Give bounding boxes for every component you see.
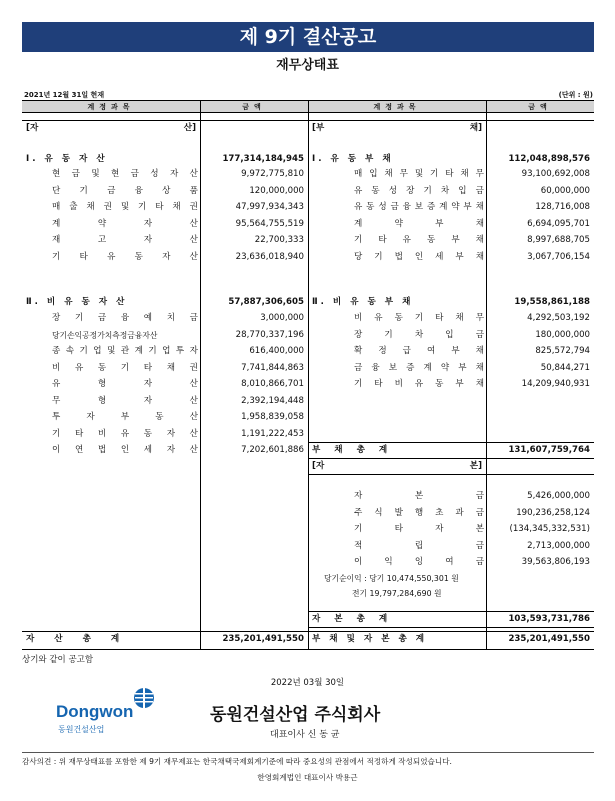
account-amount: 95,564,755,519 — [235, 218, 304, 229]
account-label: 비 유 동 기 타 채 무 — [354, 313, 484, 323]
account-amount: 8,010,866,701 — [241, 379, 304, 389]
logo-subtext: 동원건설산업 — [58, 725, 105, 734]
col-amount-left: 금액 — [242, 103, 266, 111]
current-liabilities-amount: 112,048,898,576 — [508, 154, 590, 164]
current-assets-label: Ⅰ. 유 동 자 산 — [26, 154, 108, 164]
account-label: 유 동 성 금 융 보 증 계 약 부 채 — [354, 202, 484, 212]
account-amount: 825,572,794 — [535, 346, 590, 356]
account-label: 기 타 유 동 자 산 — [52, 251, 198, 262]
account-amount: 2,713,000,000 — [527, 540, 590, 551]
divider — [22, 752, 594, 753]
total-equity-label: 자본총계 — [312, 614, 402, 624]
company-logo — [56, 686, 166, 736]
account-amount: 8,997,688,705 — [527, 235, 590, 245]
account-amount: 616,400,000 — [249, 346, 304, 356]
total-liabilities-amount: 131,607,759,764 — [508, 445, 590, 455]
account-label: 재 고 자 산 — [52, 235, 198, 245]
total-equity-amount: 103,593,731,786 — [508, 614, 590, 624]
account-amount: 128,716,008 — [535, 202, 590, 212]
col-account-left: 계정과목 — [87, 103, 135, 111]
account-label: 매 출 채 권 및 기 타 채 권 — [52, 202, 198, 212]
total-liabilities-label: 부채총계 — [312, 445, 402, 455]
equity-section-header: [ 자 본 ] — [312, 461, 482, 471]
current-liabilities-label: Ⅰ. 유 동 부 채 — [312, 154, 394, 164]
account-amount: 7,202,601,886 — [241, 445, 304, 455]
account-amount: 14,209,940,931 — [521, 379, 590, 389]
account-label: 투 자 부 동 산 — [52, 412, 198, 422]
account-label: 현 금 및 현 금 성 자 산 — [52, 169, 198, 179]
account-amount: 190,236,258,124 — [516, 507, 590, 518]
account-amount: 2,392,194,448 — [241, 395, 304, 406]
account-amount: 1,958,839,058 — [241, 412, 304, 422]
total-assets-text: 자산총계 — [26, 634, 140, 644]
noncurrent-assets-label: Ⅱ. 비 유 동 자 산 — [26, 297, 128, 307]
account-label: 금 융 보 증 계 약 부 채 — [354, 362, 484, 373]
account-amount: 93,100,692,008 — [521, 169, 590, 179]
account-label: 당 기 법 인 세 부 채 — [354, 251, 484, 262]
current-assets-amount: 177,314,184,945 — [222, 154, 304, 164]
account-amount: 7,741,844,863 — [241, 362, 304, 373]
account-label: 장 기 금 융 예 치 금 — [52, 313, 198, 323]
noncurrent-liabilities-label: Ⅱ. 비 유 동 부 채 — [312, 297, 414, 307]
total-liabilities-equity-label: 부채및자본총계 — [312, 634, 434, 644]
notice-title: 제 9기 결산공고 — [22, 22, 594, 52]
account-label: 기 타 비 유 동 자 산 — [52, 428, 198, 439]
account-label: 종 속 기 업 및 관 계 기 업 투 자 — [52, 346, 198, 356]
col-amount-right: 금액 — [528, 103, 552, 111]
account-amount: 1,191,222,453 — [241, 428, 304, 439]
statement-title: 재무상태표 — [276, 58, 339, 73]
account-amount: 5,426,000,000 — [527, 491, 590, 501]
account-label: 비 유 동 기 타 채 권 — [52, 362, 198, 373]
account-label: 확 정 급 여 부 채 — [354, 346, 484, 356]
account-label: 무 형 자 산 — [52, 395, 198, 406]
account-amount: 23,636,018,940 — [235, 251, 304, 262]
assets-section-header: [ 자 산 ] — [26, 123, 196, 133]
balance-sheet-table — [22, 100, 594, 650]
account-amount: 9,972,775,810 — [241, 169, 304, 179]
total-assets-amount: 235,201,491,550 — [222, 634, 304, 644]
logo-wordmark: Dongwon — [56, 702, 134, 721]
account-amount: 47,997,934,343 — [235, 202, 304, 212]
account-amount: 28,770,337,196 — [235, 329, 304, 340]
account-label: 자 본 금 — [354, 491, 484, 501]
unit-label: (단위 : 원) — [558, 91, 593, 99]
account-label: 단 기 금 융 상 품 — [52, 185, 198, 196]
account-label: 계 약 부 채 — [354, 218, 484, 229]
notice-statement: 상기와 같이 공고함 — [22, 655, 94, 665]
total-assets-label — [26, 632, 196, 647]
account-amount: 22,700,333 — [254, 235, 304, 245]
account-amount: 4,292,503,192 — [527, 313, 590, 323]
account-label: 매 입 채 무 및 기 타 채 무 — [354, 169, 484, 179]
account-label: 유 형 자 산 — [52, 379, 198, 389]
account-amount: 3,000,000 — [260, 313, 304, 323]
total-liabilities-equity-amount: 235,201,491,550 — [508, 634, 590, 644]
noncurrent-assets-amount: 57,887,306,605 — [228, 297, 304, 307]
account-amount: 39,563,806,193 — [521, 557, 590, 567]
account-label: 이 익 잉 여 금 — [354, 557, 484, 567]
account-label: 당기손익공정가치측정금융자산 — [52, 330, 158, 340]
account-amount: 6,694,095,701 — [527, 218, 590, 229]
noncurrent-liabilities-amount: 19,558,861,188 — [514, 297, 590, 307]
account-amount: 180,000,000 — [535, 329, 590, 340]
account-label: 주 식 발 행 초 과 금 — [354, 507, 484, 518]
divider — [308, 627, 594, 628]
net-income-current: 당기순이익 : 당기 10,474,550,301 원 — [324, 574, 459, 583]
account-label: 기 타 유 동 부 채 — [354, 235, 484, 245]
liabilities-section-header: [ 부 채 ] — [312, 123, 482, 133]
audit-opinion: 감사의견 : 위 재무상태표를 포함한 제 9기 재무제표는 한국채택국제회계기준에 따라 중요성의 관점에서 적정하게 작성되었습니다. — [22, 757, 452, 766]
auditor-name: 한영회계법인 대표이사 박용근 — [257, 773, 358, 782]
divider — [308, 101, 309, 649]
company-name: 동원건설산업 주식회사 — [210, 705, 381, 725]
notice-date: 2022년 03월 30일 — [270, 678, 345, 688]
account-label: 계 약 자 산 — [52, 218, 198, 229]
as-of-date: 2021년 12월 31일 현재 — [24, 91, 105, 99]
col-account-right: 계정과목 — [373, 103, 421, 111]
divider — [308, 474, 594, 475]
account-label: 이 연 법 인 세 자 산 — [52, 445, 198, 455]
net-income-prior: 전기 19,797,284,690 원 — [352, 589, 442, 598]
account-label: 장 기 차 입 금 — [354, 329, 484, 340]
account-amount: 60,000,000 — [540, 185, 590, 196]
account-amount: 50,844,271 — [540, 362, 590, 373]
account-label: 기 타 비 유 동 부 채 — [354, 379, 484, 389]
account-amount: (134,345,332,531) — [509, 524, 590, 534]
ceo-name: 대표이사 신 동 균 — [270, 730, 340, 740]
account-label: 유 동 성 장 기 차 입 금 — [354, 185, 484, 196]
account-label: 적 립 금 — [354, 540, 484, 551]
account-label: 기 타 자 본 — [354, 524, 484, 534]
account-amount: 3,067,706,154 — [527, 251, 590, 262]
account-amount: 120,000,000 — [249, 185, 304, 196]
